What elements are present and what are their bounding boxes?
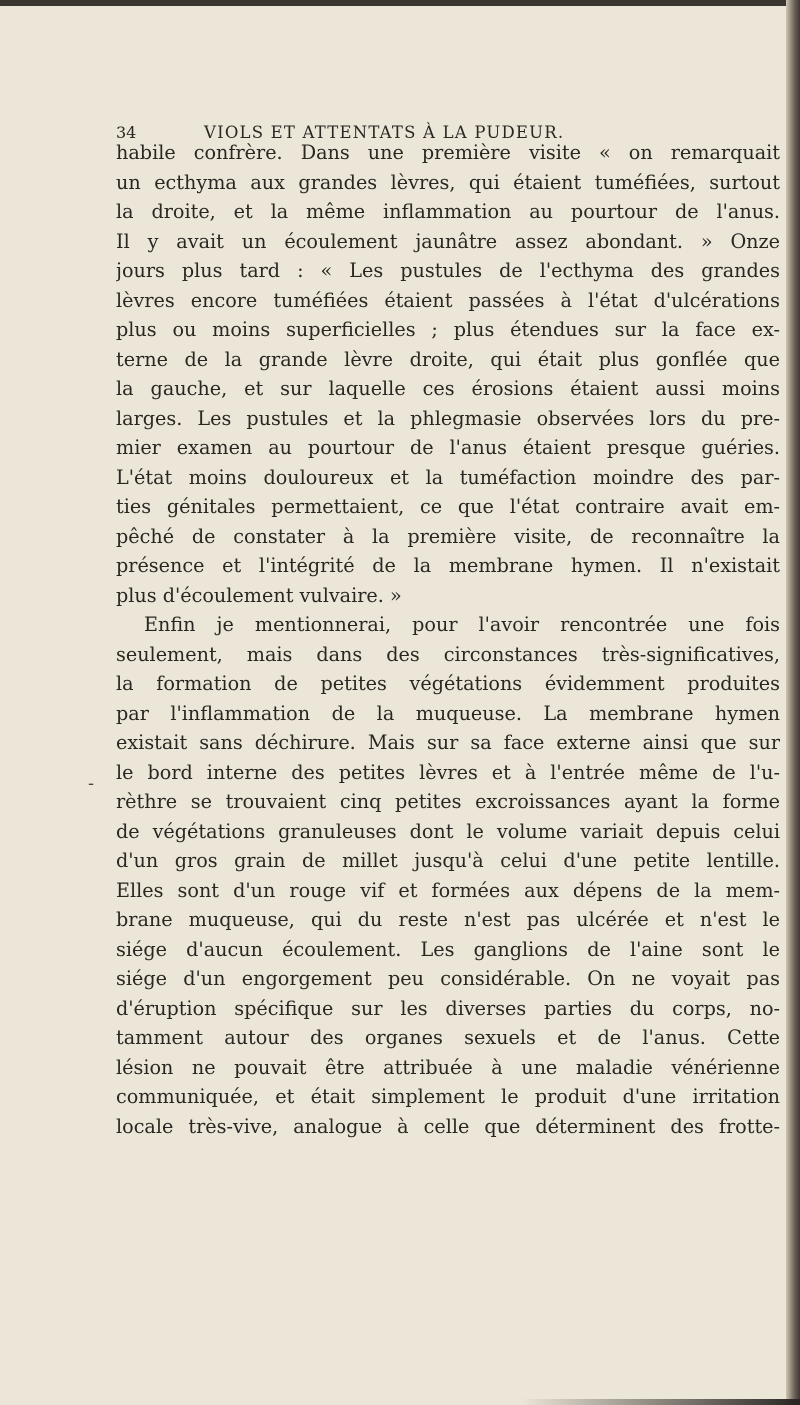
book-binding-edge bbox=[786, 0, 800, 1405]
paragraph-start-line: Enfin je mentionnerai, pour l'avoir rencontrée une fois bbox=[144, 613, 780, 636]
text-line: tamment autour des organes sexuels et de l'anus. Cette bbox=[116, 1026, 780, 1049]
body-text bbox=[116, 138, 780, 1141]
text-line: terne de la grande lèvre droite, qui était plus gonflée que bbox=[116, 347, 780, 371]
text-line: mier examen au pourtour de l'anus étaient presque guéries. bbox=[116, 436, 780, 459]
text-line: la formation de petites végétations évidemment produites bbox=[116, 672, 780, 695]
text-line: présence et l'intégrité de la membrane hymen. Il n'existait bbox=[116, 554, 780, 577]
page-number: 34 bbox=[116, 123, 137, 142]
text-line: Elles sont d'un rouge vif et formées aux dépens de la mem- bbox=[116, 878, 780, 902]
text-line: plus ou moins superficielles ; plus étendues sur la face ex- bbox=[116, 318, 780, 341]
text-line: lèvres encore tuméfiées étaient passées à l'état d'ulcérations bbox=[116, 288, 780, 312]
text-line: rèthre se trouvaient cinq petites excroissances ayant la forme bbox=[116, 790, 780, 813]
text-line: d'un gros grain de millet jusqu'à celui d'une petite lentille. bbox=[116, 849, 780, 872]
text-line: Il y avait un écoulement jaunâtre assez abondant. » Onze bbox=[116, 229, 780, 253]
text-line: larges. Les pustules et la phlegmasie observées lors du pre- bbox=[116, 406, 780, 430]
page-top-edge bbox=[0, 0, 800, 6]
text-line: L'état moins douloureux et la tuméfaction moindre des par- bbox=[116, 465, 780, 489]
text-line: de végétations granuleuses dont le volume variait depuis celui bbox=[116, 819, 780, 843]
text-line: siége d'aucun écoulement. Les ganglions de l'aine sont le bbox=[116, 937, 780, 961]
text-line: la gauche, et sur laquelle ces érosions étaient aussi moins bbox=[116, 377, 780, 400]
text-line: existait sans déchirure. Mais sur sa face externe ainsi que sur bbox=[116, 731, 780, 754]
text-line: d'éruption spécifique sur les diverses parties du corps, no- bbox=[116, 996, 780, 1020]
text-line: un ecthyma aux grandes lèvres, qui étaient tuméfiées, surtout bbox=[116, 170, 780, 194]
text-line: lésion ne pouvait être attribuée à une maladie vénérienne bbox=[116, 1055, 780, 1079]
text-line: ties génitales permettaient, ce que l'état contraire avait em- bbox=[116, 495, 780, 518]
text-line: seulement, mais dans des circonstances très-significatives, bbox=[116, 642, 780, 666]
text-line: communiquée, et était simplement le produit d'une irritation bbox=[116, 1085, 780, 1108]
text-line: brane muqueuse, qui du reste n'est pas ulcérée et n'est le bbox=[116, 908, 780, 931]
running-title: VIOLS ET ATTENTATS À LA PUDEUR. bbox=[204, 123, 565, 142]
margin-mark: - bbox=[88, 773, 95, 794]
paragraph-end-line: plus d'écoulement vulvaire. » bbox=[116, 583, 402, 607]
text-line: siége d'un engorgement peu considérable. On ne voyait pas bbox=[116, 967, 780, 990]
page-bottom-edge bbox=[520, 1399, 800, 1405]
text-line: locale très-vive, analogue à celle que déterminent des frotte- bbox=[116, 1114, 780, 1138]
text-line: le bord interne des petites lèvres et à l'entrée même de l'u- bbox=[116, 760, 780, 784]
text-line: par l'inflammation de la muqueuse. La membrane hymen bbox=[116, 701, 780, 725]
text-line: pêché de constater à la première visite, de reconnaître la bbox=[116, 524, 780, 548]
text-line: habile confrère. Dans une première visite « on remarquait bbox=[116, 141, 780, 164]
text-line: la droite, et la même inflammation au pourtour de l'anus. bbox=[116, 200, 780, 223]
text-line: jours plus tard : « Les pustules de l'ecthyma des grandes bbox=[116, 259, 780, 282]
